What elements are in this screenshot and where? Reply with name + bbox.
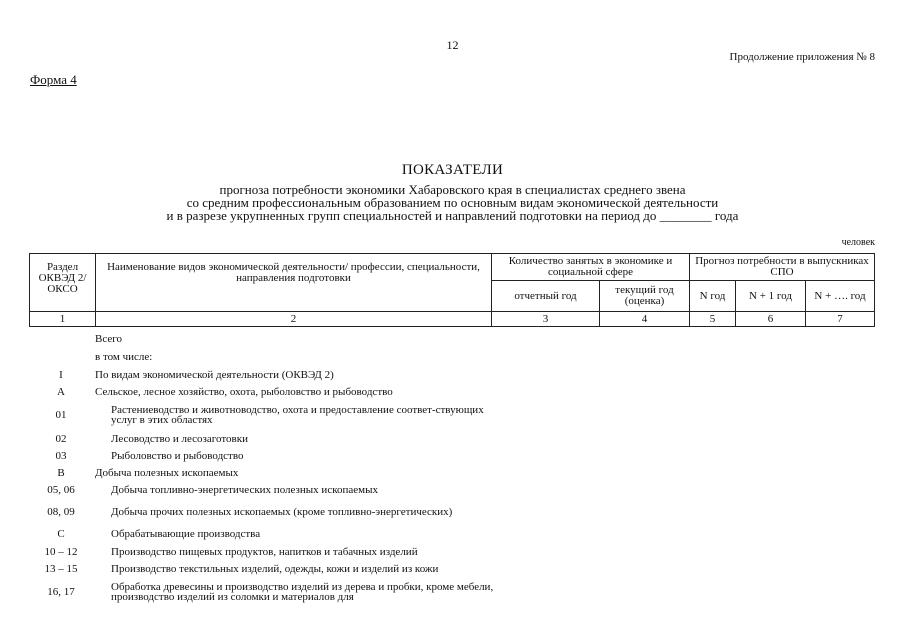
units-label: человек: [841, 237, 875, 248]
table-row: [29, 499, 499, 525]
table-row: [29, 543, 499, 560]
row-name: Всего: [95, 333, 122, 345]
subtitle-line: со средним профессиональным образованием по основным видам экономической деятельности: [186, 195, 719, 210]
table-row: [29, 366, 499, 383]
row-code: 10 – 12: [44, 545, 78, 558]
row-name: в том числе:: [95, 351, 153, 363]
indicator-rows: [29, 330, 499, 607]
table-row: [29, 348, 499, 366]
subtitle-line: и в разрезе укрупненных групп специальностей и направлений подготовки на период до ________ года: [166, 208, 739, 223]
row-code: [29, 330, 93, 348]
column-number: 6: [736, 312, 806, 327]
column-number: 4: [600, 312, 690, 327]
row-code: A: [57, 385, 65, 398]
row-name: Производство текстильных изделий, одежды, кожи и изделий из кожи: [111, 562, 439, 575]
row-code: 13 – 15: [44, 562, 78, 575]
row-code: 16, 17: [47, 586, 75, 598]
column-number: 1: [30, 312, 96, 327]
row-name: Лесоводство и лесозаготовки: [111, 432, 248, 445]
header-section-code: Раздел ОКВЭД 2/ ОКСО: [30, 254, 96, 312]
header-activity-name: Наименование видов экономической деятельности/ профессии, специальности, направления подготовки: [96, 254, 492, 312]
header-current-year: текущий год (оценка): [600, 281, 690, 312]
row-name: По видам экономической деятельности (ОКВЭД 2): [95, 368, 334, 381]
table-row: [29, 383, 499, 400]
header-employed-group: Количество занятых в экономике и социальной сфере: [492, 254, 690, 281]
form-label: Форма 4: [30, 72, 77, 87]
indicator-table-header: [29, 253, 875, 327]
row-code: I: [59, 368, 63, 381]
header-n1-year: N + 1 год: [736, 281, 806, 312]
table-row: [29, 525, 499, 543]
table-row: [29, 447, 499, 464]
table-row: [29, 330, 499, 348]
row-name: Добыча полезных ископаемых: [95, 466, 239, 479]
table-row: [29, 577, 499, 607]
row-name: Растениеводство и животноводство, охота и предоставление соответ-ствующих услуг в этих областях: [111, 404, 484, 426]
table-row: [29, 464, 499, 481]
subtitle-line: прогноза потребности экономики Хабаровского края в специалистах среднего звена: [219, 182, 686, 197]
row-name: Добыча прочих полезных ископаемых (кроме топливно-энергетических): [111, 506, 453, 518]
header-nn-year: N + …. год: [806, 281, 875, 312]
row-code: C: [57, 528, 65, 540]
row-code: 03: [55, 449, 67, 462]
row-code: 05, 06: [47, 484, 75, 496]
row-name: Добыча топливно-энергетических полезных ископаемых: [111, 484, 378, 496]
table-row: [29, 481, 499, 499]
header-n-year: N год: [690, 281, 736, 312]
row-name: Сельское, лесное хозяйство, охота, рыболовство и рыбоводство: [95, 385, 393, 398]
document-title: ПОКАЗАТЕЛИ: [401, 162, 504, 178]
row-name: Обрабатывающие производства: [111, 528, 261, 540]
header-reporting-year: отчетный год: [492, 281, 600, 312]
table-row: [29, 400, 499, 430]
table-row: [29, 430, 499, 447]
column-number: 7: [806, 312, 875, 327]
row-code: 01: [55, 409, 67, 421]
column-number: 3: [492, 312, 600, 327]
row-code: B: [57, 466, 65, 479]
row-name: Производство пищевых продуктов, напитков и табачных изделий: [111, 545, 418, 558]
column-number: 5: [690, 312, 736, 327]
row-name: Обработка древесины и производство изделий из дерева и пробки, кроме мебели, производство изделий из соломки и материалов для: [111, 581, 494, 603]
row-code: 08, 09: [47, 506, 75, 518]
column-number: 2: [96, 312, 492, 327]
appendix-continuation-note: Продолжение приложения № 8: [729, 51, 875, 63]
row-code: 02: [55, 432, 67, 445]
row-name: Рыболовство и рыбоводство: [111, 449, 244, 462]
title-block: [0, 162, 905, 222]
row-code: [29, 348, 93, 366]
page-number: 12: [446, 38, 459, 52]
header-forecast-group: Прогноз потребности в выпускниках СПО: [690, 254, 875, 281]
table-row: [29, 560, 499, 577]
